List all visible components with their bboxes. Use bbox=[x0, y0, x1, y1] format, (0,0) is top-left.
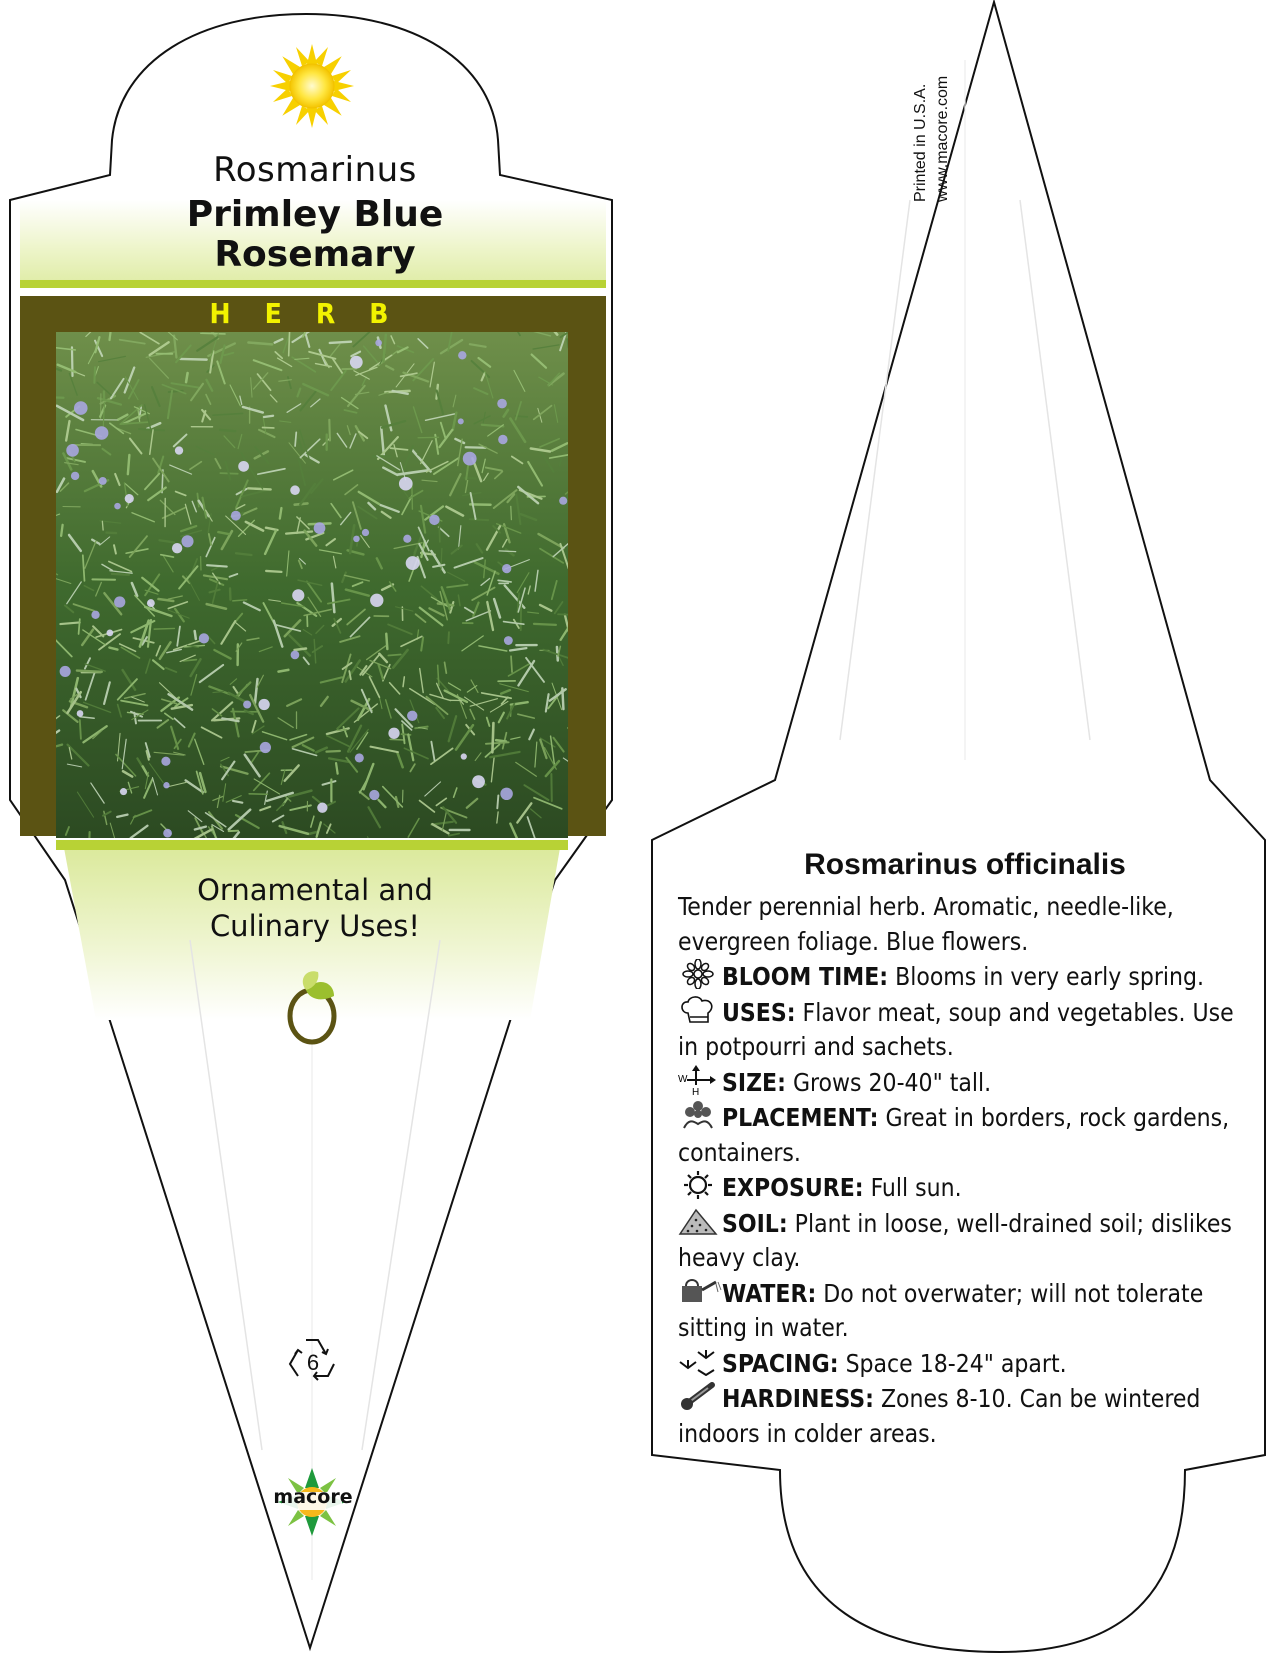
attribute-label: EXPOSURE: bbox=[722, 1173, 864, 1202]
website: www.macore.com bbox=[934, 75, 951, 202]
attribute-text: Full sun. bbox=[870, 1173, 962, 1202]
attribute-label: HARDINESS: bbox=[722, 1384, 874, 1413]
attribute-label: BLOOM TIME: bbox=[722, 962, 889, 991]
attribute-label: SPACING: bbox=[722, 1348, 839, 1378]
chef-hat-icon bbox=[678, 995, 720, 1023]
attribute-row bbox=[678, 959, 1256, 995]
attribute-row bbox=[678, 1170, 1256, 1206]
plant-placement-icon bbox=[678, 1100, 720, 1128]
scientific-name: Rosmarinus officinalis bbox=[804, 848, 1126, 881]
attribute-row bbox=[678, 1346, 1256, 1382]
svg-text:H: H bbox=[692, 1086, 700, 1095]
printed-note bbox=[910, 76, 954, 202]
attribute-row bbox=[678, 1276, 1256, 1346]
tagline-line2: Culinary Uses! bbox=[209, 909, 421, 943]
attribute-text: Blooms in very early spring. bbox=[895, 962, 1204, 991]
attribute-row bbox=[678, 1100, 1256, 1170]
attribute-text: Do not overwater; will not tolerate sitting in water. bbox=[678, 1278, 1204, 1342]
attribute-row bbox=[678, 1206, 1256, 1276]
attribute-text: Plant in loose, well-drained soil; dislikes heavy clay. bbox=[678, 1208, 1232, 1272]
attribute-label: SOIL: bbox=[722, 1208, 788, 1238]
plant-category: HERB bbox=[209, 297, 423, 330]
attribute-text: Flavor meat, soup and vegetables. Use in potpourri and sachets. bbox=[678, 997, 1234, 1061]
printed-in-usa: Printed in U.S.A. bbox=[912, 83, 929, 202]
common-name-line1: Primley Blue bbox=[186, 194, 444, 235]
attribute-text: Great in borders, rock gardens, containers. bbox=[678, 1103, 1230, 1167]
size-arrows-icon bbox=[678, 1065, 720, 1093]
watering-can-icon bbox=[678, 1276, 720, 1304]
tagline-line1: Ornamental and bbox=[197, 873, 433, 907]
attribute-row bbox=[678, 995, 1256, 1065]
attribute-text: Grows 20-40" tall. bbox=[792, 1067, 992, 1097]
plant-genus: Rosmarinus bbox=[213, 150, 417, 190]
attribute-label: WATER: bbox=[722, 1278, 817, 1308]
attribute-text: Zones 8-10. Can be wintered indoors in colder areas. bbox=[678, 1384, 1201, 1448]
thermometer-icon bbox=[678, 1381, 720, 1409]
recycle-code: 6 bbox=[306, 1350, 320, 1375]
attribute-label: PLACEMENT: bbox=[722, 1103, 879, 1132]
spacing-icon bbox=[678, 1346, 720, 1374]
plant-photo bbox=[56, 332, 568, 838]
attribute-list bbox=[678, 959, 1256, 1451]
common-name-line2: Rosemary bbox=[214, 234, 416, 275]
flower-icon bbox=[678, 959, 720, 987]
sun-icon bbox=[270, 44, 354, 128]
brand-name: macore bbox=[273, 1486, 353, 1508]
svg-text:W: W bbox=[678, 1073, 688, 1085]
attribute-row bbox=[678, 1065, 1256, 1101]
attribute-row bbox=[678, 1381, 1256, 1451]
attribute-label: USES: bbox=[722, 997, 796, 1027]
soil-icon bbox=[678, 1206, 720, 1234]
sun-icon bbox=[678, 1170, 720, 1198]
attribute-label: SIZE: bbox=[722, 1067, 786, 1097]
care-info bbox=[678, 890, 1256, 1451]
attribute-text: Space 18-24" apart. bbox=[845, 1348, 1067, 1378]
plant-description: Tender perennial herb. Aromatic, needle-like, evergreen foliage. Blue flowers. bbox=[678, 892, 1174, 956]
